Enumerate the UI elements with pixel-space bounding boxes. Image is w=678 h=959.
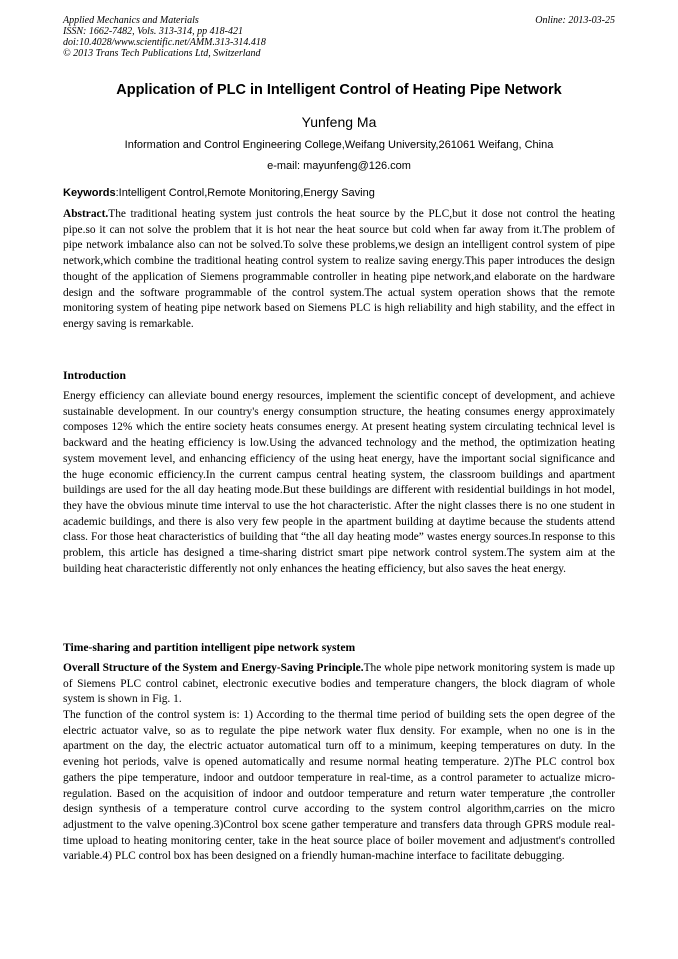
keywords-text: :Intelligent Control,Remote Monitoring,Energy Saving (115, 187, 375, 199)
journal-name: Applied Mechanics and Materials (63, 15, 199, 26)
section2-lead-text: The whole pipe network monitoring system is made up of Siemens PLC control cabinet, electronic executive bodies and temperature changers, the block diagram of whole system is shown in Fig. 1. (63, 662, 616, 706)
author-name: Yunfeng Ma (301, 114, 377, 130)
doi-line: doi:10.4028/www.scientific.net/AMM.313-314.418 (63, 37, 266, 48)
section2-body-paragraph: The function of the control system is: 1) According to the thermal time period of building sets the open degree of the electric actuator valve, so as to regulate the pipe network water flux density. For example, when no one is in the apartment on the day, the electric actuator automatical turn off to a minimum, keeping temperatures on duty. In the evening hot periods, valve is opened automatically and resume normal heating temperature. 2)The PLC control box gathers the pipe temperature, indoor and outdoor temperature in real-time, as a control parameter to actualize micro-regulation. Based on the acquisition of indoor and outdoor temperature and return water temperature ,the controller design synthesis of a temperature control curve according to the system control algorithm,carries on the micro adjustment to the valve opening.3)Control box scene gather temperature and transfers data through GPRS module real-time upload to heating monitoring center, take in the heat source place of boiler movement and adjustment's controlled variable.4) PLC control box has been designed on a friendly human-machine interface to facilitate debugging. (63, 709, 615, 863)
keywords-label: Keywords (63, 187, 116, 199)
introduction-heading: Introduction (63, 369, 126, 382)
paper-title: Application of PLC in Intelligent Control of Heating Pipe Network (116, 82, 562, 98)
issn-line: ISSN: 1662-7482, Vols. 313-314, pp 418-421 (63, 26, 243, 37)
copyright-line: © 2013 Trans Tech Publications Ltd, Switzerland (63, 48, 261, 59)
author-affiliation: Information and Control Engineering College,Weifang University,261061 Weifang, China (124, 139, 554, 151)
author-email: e-mail: mayunfeng@126.com (267, 160, 411, 172)
online-date: Online: 2013-03-25 (535, 15, 615, 26)
journal-header (63, 15, 615, 59)
section2-lead-paragraph (63, 661, 615, 708)
abstract-text: The traditional heating system just controls the heat source by the PLC,but it dose not control the heating pipe.so it can not solve the problem that it is hot near the heat source but cold when far away from it.The problem of pipe network imbalance also can not be solved.To solve these problems,we design an intelligent control system of pipe network,which combine the traditional heating control system to realize saving energy.This paper introduces the design thought of the application of Siemens programmable controller in heating pipe network,and elaborate on the hardware design and the software programmable of the control system.The actual system operation shows that the remote monitoring system of heating pipe network based on Siemens PLC is high reliability and high stability, and the effect in energy saving is remarkable. (63, 208, 615, 330)
section2-subheading: Overall Structure of the System and Energy-Saving Principle. (63, 662, 364, 674)
abstract-label: Abstract. (63, 208, 109, 220)
keywords-line (63, 185, 615, 201)
section2-heading: Time-sharing and partition intelligent pipe network system (63, 641, 356, 654)
introduction-paragraph: Energy efficiency can alleviate bound energy resources, implement the scientific concept of development, and achieve sustainable development. In our country's energy consumption structure, the heating consumes energy approximately composes 12% which the entire society heats consumes energy. At present heating system circulating technical level is backward and the heating efficiency is low.Using the advanced technology and the method, the optimization heating system movement level, and enhancing efficiency of the using heat energy, have the important social significance and the huge economic efficiency.In the current campus central heating system, the classroom buildings and apartment buildings are used for the all day heating mode.But these buildings are different with residential buildings in hot model, they have the obvious minute time interval to use the hot characteristic. After the night classes there is no one student in academic buildings, and there is also very few people in the apartment building at daytime because the students attend class. For those heat characteristics of building that “the all day heating mode” wastes energy sources.In response to this problem, this article has designed a time-sharing district smart pipe network control system.The system aim at the building heat characteristic differently not only enhances the heating efficiency, but also saves the heat energy. (63, 390, 615, 575)
abstract-paragraph (63, 207, 615, 333)
